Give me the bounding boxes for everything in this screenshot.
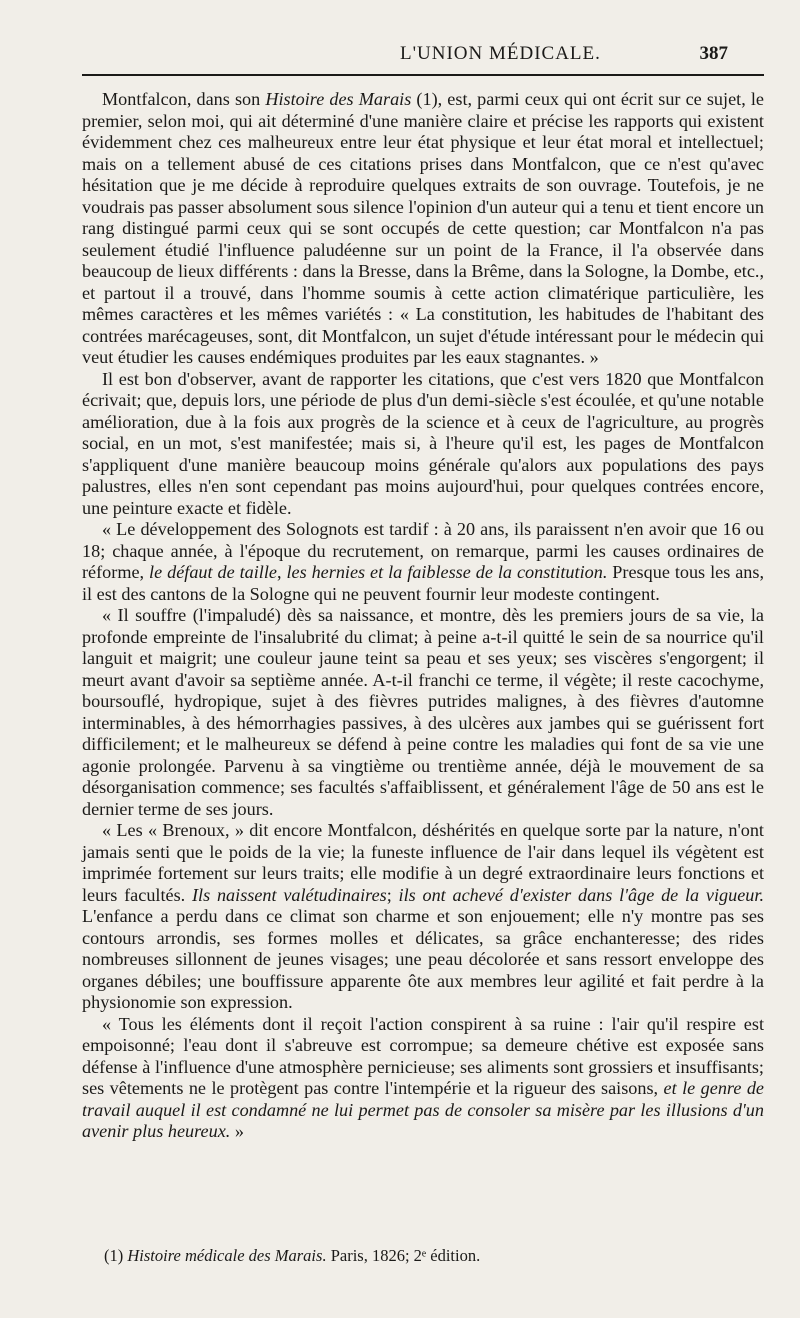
text-run: « Tous les éléments dont il reçoit l'action conspirent à sa ruine : l'air qu'il respire est empoisonné; l'eau dont il s'abreuve est corrompue; sa demeure chétive est exposée sans défense à l'influence d'une atmosphère pernicieuse; ses aliments sont grossiers et insuffisants; ses vêtements ne le protègent pas contre l'intempérie et la rigueur des saisons, [82, 1013, 764, 1098]
italic-text: ils ont achevé d'exister dans l'âge de la vigueur. [398, 884, 765, 905]
paragraph [82, 369, 764, 520]
text-run: « Il souffre (l'impaludé) dès sa naissance, et montre, dès les premiers jours de sa vie, la profonde empreinte de l'insalubrité du climat; à peine a-t-il quitté le sein de sa nourrice qu'il languit et maigrit; une couleur jaune teint sa peau et ses yeux; ses viscères s'engorgent; il meurt avant d'avoir sa septième année. A-t-il franchi ce terme, il végète; il reste cacochyme, boursouflé, hydropique, sujet à des fièvres putrides malignes, à des fièvres d'automne interminables, à des hémorrhagies passives, à des ulcères aux jambes qui se guérissent fort difficilement; et le malheureux se défend à peine contre les maladies qui font de sa vie une agonie prolongée. Parvenu à sa vingtième ou trentième année, déjà le mouvement de sa désorganisation commence; ses facultés s'affaiblissent, et généralement l'âge de 50 ans est le dernier terme de ses jours. [82, 605, 764, 819]
page-header [82, 0, 764, 62]
italic-text: les hernies et la faiblesse de la constitution. [286, 562, 608, 582]
paragraph [82, 89, 764, 369]
text-run: L'enfance a perdu dans ce climat son charme et son enjouement; elle n'y montre pas ses contours arrondis, ses formes molles et délicates, sa grâce enchanteresse; des rides nombreuses sillonnent de jeunes visages; une peau décolorée et sans ressort enveloppe des organes débiles; une bouffissure apparente ôte aux membres leur agilité et fait perdre à la physionomie son expression. [82, 906, 764, 1012]
text-run: , [276, 562, 287, 582]
italic-text: le défaut de taille [149, 562, 277, 582]
text-run: Presque tous les ans, il est des cantons de la Sologne qui ne peuvent fournir leur modeste contingent. [82, 562, 764, 604]
header-rule [82, 74, 764, 76]
text-run: Montfalcon, dans son [102, 89, 266, 109]
footnote [104, 1246, 764, 1266]
footnote-rest: Paris, 1826; 2ᵉ édition. [326, 1246, 481, 1265]
footnote-title: Histoire médicale des Marais. [127, 1246, 327, 1265]
text-run: Il est bon d'observer, avant de rapporter les citations, que c'est vers 1820 que Montfalcon écrivait; que, depuis lors, une période de plus d'un demi-siècle s'est écoulée, et qu'une notable amélioration, due à la fois aux progrès de la science et à ceux de l'agriculture, au progrès social, en un mot, s'est manifestée; mais si, à l'heure qu'il est, les pages de Montfalcon s'appliquent d'une manière beaucoup moins générale qu'alors aux populations des pays palustres, elles n'en sont cependant pas moins aujourd'hui, pour quelques contrées encore, une peinture exacte et fidèle. [82, 368, 764, 518]
text-run: « Le développement des Solognots est tardif : à 20 ans, ils paraissent n'en avoir que 16 ou 18; chaque année, à l'époque du recrutement, on remarque, parmi les causes ordinaires de réforme, [82, 519, 764, 582]
italic-text: et le genre de travail auquel il est condamné ne lui permet pas de consoler sa misère par les illusions d'un avenir plus heureux. [82, 1078, 764, 1141]
italic-text: Ils naissent valétudinaires [192, 884, 387, 905]
paragraph [82, 605, 764, 820]
running-title: L'UNION MÉDICALE. [400, 43, 601, 64]
text-run: » [230, 1121, 244, 1141]
text-run: ; [386, 884, 399, 905]
footnote-marker: (1) [104, 1246, 124, 1265]
italic-text: Histoire des Marais [265, 89, 412, 109]
page-number: 387 [699, 43, 728, 64]
text-run: « Les « Brenoux, » dit encore Montfalcon, déshérités en quelque sorte par la nature, n'ont jamais senti que le poids de la vie; la funeste influence de l'air dans lequel ils végètent est imprimée fortement sur leurs traits; elle modifie à un degré extraordinaire leurs fonctions et leurs facultés. [82, 820, 764, 905]
body-text [82, 89, 764, 1143]
paragraph [82, 1014, 764, 1143]
paragraph [82, 519, 764, 605]
paragraph [82, 820, 764, 1014]
text-run: (1), est, parmi ceux qui ont écrit sur ce sujet, le premier, selon moi, qui ait déterminé d'une manière claire et précise les rapports qui existent évidemment chez ces malheureux entre leur état physique et leur état moral et intellectuel; mais on a tellement abusé de ces citations prises dans Montfalcon, que ce n'est qu'avec hésitation que je me décide à reproduire quelques extraits de son ouvrage. Toutefois, je ne voudrais pas passer absolument sous silence l'opinion d'un auteur qui a tenu et tient encore un rang distingué parmi ceux qui se sont occupés de cette question; car Montfalcon n'a pas seulement étudié l'influence paludéenne sur un point de la France, il l'a observée dans beaucoup de lieux différents : dans la Bresse, dans la Brême, dans la Sologne, la Dombe, etc., et partout il a trouvé, dans l'homme soumis à cette action climatérique particulière, les mêmes caractères et les mêmes variétés : « La constitution, les habitudes de l'habitant des contrées marécageuses, sont, dit Montfalcon, un sujet d'étude intéressant pour le médecin qui veut étudier les causes endémiques produites par les eaux stagnantes. » [82, 89, 764, 367]
